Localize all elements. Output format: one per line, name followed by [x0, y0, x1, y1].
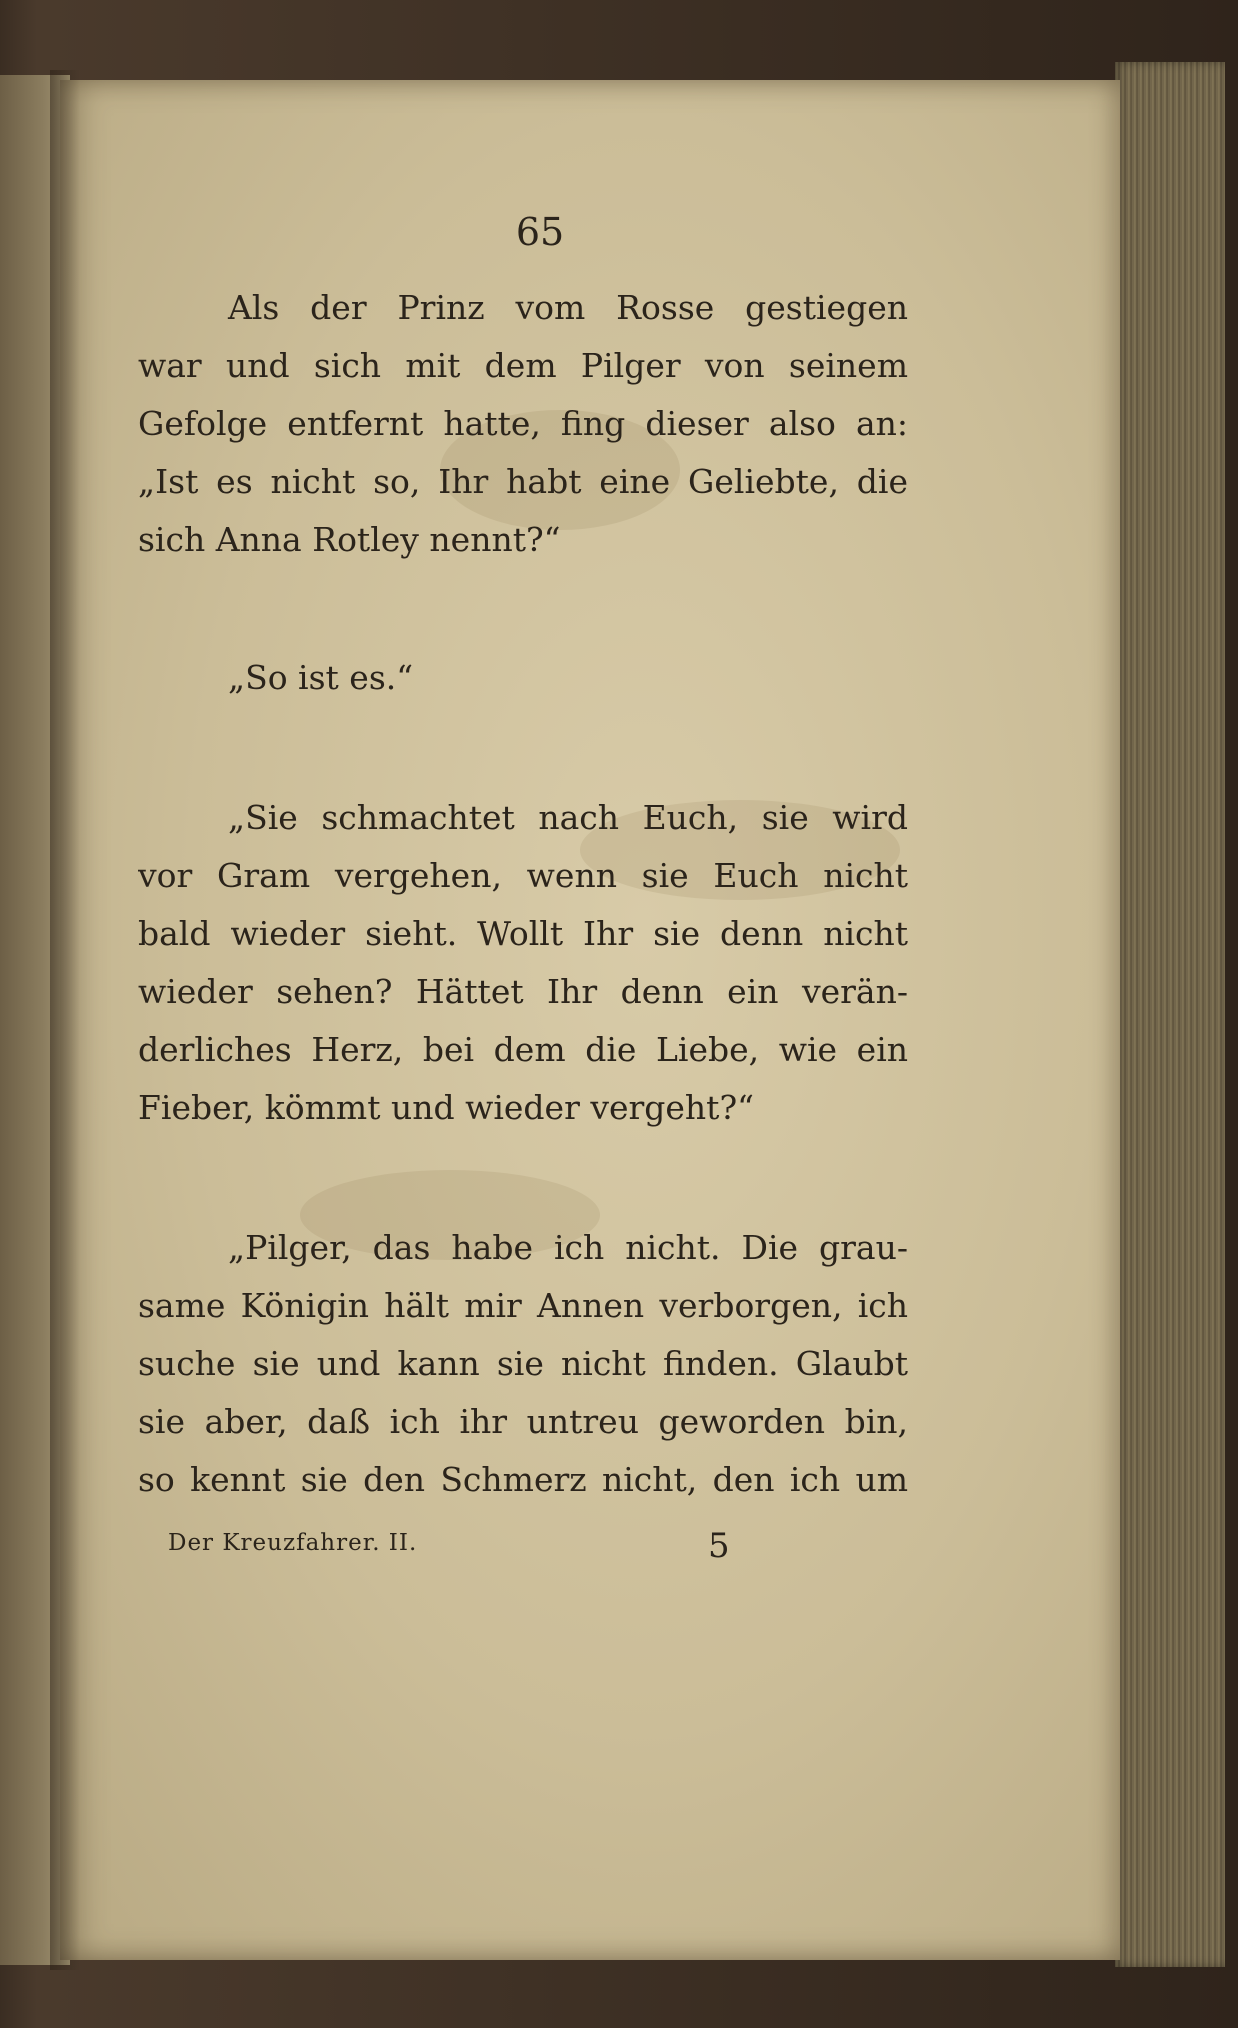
text-line: vor Gram vergehen, wenn sie Euch nicht — [138, 856, 908, 895]
signature-line: Der Kreuzfahrer. II. — [168, 1530, 418, 1556]
text-line: sie aber, daß ich ihr untreu geworden bin, — [138, 1402, 908, 1441]
text-line: bald wieder sieht. Wollt Ihr sie denn nicht — [138, 914, 908, 953]
text-line: sich Anna Rotley nennt?“ — [138, 520, 561, 559]
text-line: same Königin hält mir Annen verborgen, ich — [138, 1286, 908, 1325]
text-line: „Pilger, das habe ich nicht. Die grau- — [228, 1228, 908, 1267]
text-line: Fieber, kömmt und wieder vergeht?“ — [138, 1088, 755, 1127]
text-line: „Ist es nicht so, Ihr habt eine Geliebte, die — [138, 462, 908, 501]
text-line: wieder sehen? Hättet Ihr denn ein verän- — [138, 972, 908, 1011]
text-line: suche sie und kann sie nicht finden. Glaubt — [138, 1344, 908, 1383]
text-line: war und sich mit dem Pilger von seinem — [138, 346, 908, 385]
page-block-edge — [1115, 62, 1225, 1967]
sheet-mark: 5 — [708, 1526, 730, 1566]
page-number: 65 — [515, 210, 565, 254]
text-line: „So ist es.“ — [228, 658, 414, 697]
text-line: derliches Herz, bei dem die Liebe, wie ein — [138, 1030, 908, 1069]
text-line: Als der Prinz vom Rosse gestiegen — [228, 288, 908, 327]
text-line: so kennt sie den Schmerz nicht, den ich um — [138, 1460, 908, 1499]
gutter-shadow — [50, 70, 80, 1970]
text-line: „Sie schmachtet nach Euch, sie wird — [228, 798, 908, 837]
text-line: Gefolge entfernt hatte, fing dieser also an: — [138, 404, 908, 443]
